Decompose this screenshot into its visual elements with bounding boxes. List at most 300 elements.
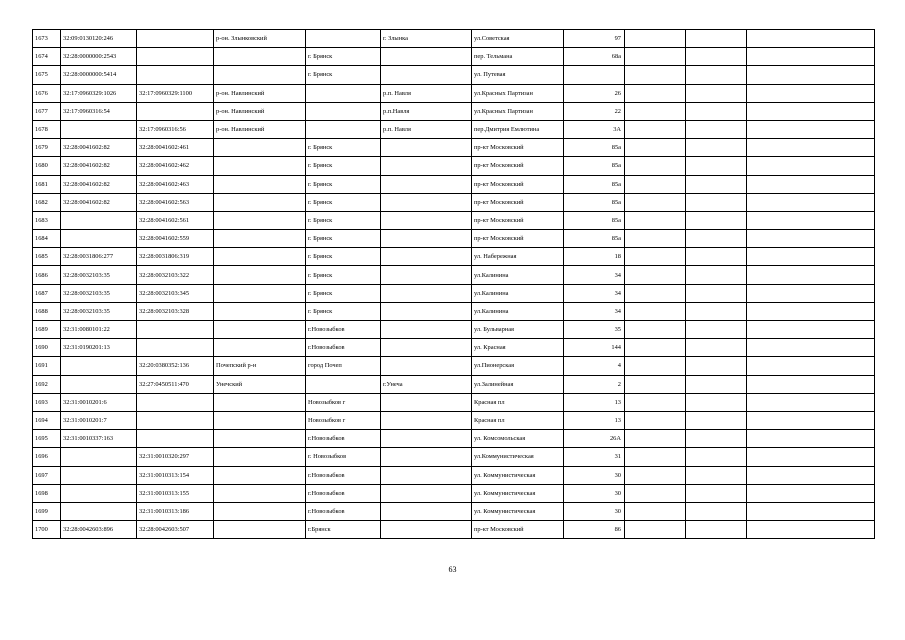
table-row xyxy=(33,30,875,48)
row-number-cell: 1696 xyxy=(33,448,61,466)
house-number-cell: 85а xyxy=(564,230,625,248)
settlement-cell: г.Унеча xyxy=(381,375,472,393)
extra-cell-1 xyxy=(625,193,686,211)
extra-cell-2 xyxy=(686,430,747,448)
extra-cell-1 xyxy=(625,521,686,539)
city-cell: г.Новозыбков xyxy=(306,321,381,339)
district-cell: Унечский xyxy=(214,375,306,393)
house-number-cell: 30 xyxy=(564,466,625,484)
extra-cell-2 xyxy=(686,30,747,48)
city-cell: город Почеп xyxy=(306,357,381,375)
row-number-cell: 1687 xyxy=(33,284,61,302)
cadastral-number-cell: 32:28:0032103:35 xyxy=(61,284,137,302)
street-cell: пр-кт Московский xyxy=(472,193,564,211)
building-cadastral-number-cell xyxy=(137,339,214,357)
table-row xyxy=(33,84,875,102)
settlement-cell xyxy=(381,211,472,229)
house-number-cell: 144 xyxy=(564,339,625,357)
extra-cell-3 xyxy=(747,248,875,266)
settlement-cell xyxy=(381,266,472,284)
district-cell xyxy=(214,339,306,357)
extra-cell-1 xyxy=(625,302,686,320)
settlement-cell xyxy=(381,230,472,248)
extra-cell-3 xyxy=(747,157,875,175)
settlement-cell xyxy=(381,357,472,375)
building-cadastral-number-cell: 32:28:0042603:507 xyxy=(137,521,214,539)
table-row xyxy=(33,193,875,211)
building-cadastral-number-cell: 32:28:0041602:462 xyxy=(137,157,214,175)
city-cell: г. Брянск xyxy=(306,48,381,66)
house-number-cell: 13 xyxy=(564,393,625,411)
building-cadastral-number-cell: 32:31:0010313:155 xyxy=(137,484,214,502)
district-cell xyxy=(214,211,306,229)
cadastral-number-cell xyxy=(61,375,137,393)
extra-cell-2 xyxy=(686,84,747,102)
settlement-cell xyxy=(381,448,472,466)
settlement-cell xyxy=(381,157,472,175)
district-cell xyxy=(214,248,306,266)
city-cell xyxy=(306,120,381,138)
street-cell: ул.Калинина xyxy=(472,266,564,284)
row-number-cell: 1676 xyxy=(33,84,61,102)
street-cell: ул. Путевая xyxy=(472,66,564,84)
district-cell xyxy=(214,502,306,520)
street-cell: пр-кт Московский xyxy=(472,211,564,229)
settlement-cell xyxy=(381,193,472,211)
building-cadastral-number-cell xyxy=(137,411,214,429)
row-number-cell: 1674 xyxy=(33,48,61,66)
settlement-cell xyxy=(381,502,472,520)
table-row xyxy=(33,66,875,84)
cadastral-number-cell xyxy=(61,448,137,466)
cadastral-number-cell xyxy=(61,120,137,138)
row-number-cell: 1688 xyxy=(33,302,61,320)
cadastral-number-cell: 32:28:0032103:35 xyxy=(61,302,137,320)
district-cell xyxy=(214,521,306,539)
extra-cell-1 xyxy=(625,466,686,484)
house-number-cell: 13 xyxy=(564,411,625,429)
city-cell: г. Брянск xyxy=(306,139,381,157)
extra-cell-2 xyxy=(686,248,747,266)
district-cell xyxy=(214,411,306,429)
street-cell: ул.Калинина xyxy=(472,302,564,320)
street-cell: ул. Коммунистическая xyxy=(472,466,564,484)
city-cell: г. Брянск xyxy=(306,211,381,229)
cadastral-number-cell: 32:31:0010337:163 xyxy=(61,430,137,448)
house-number-cell: 34 xyxy=(564,284,625,302)
street-cell: ул.Советская xyxy=(472,30,564,48)
city-cell: Новозыбков г xyxy=(306,411,381,429)
district-cell xyxy=(214,321,306,339)
district-cell xyxy=(214,230,306,248)
table-row xyxy=(33,139,875,157)
extra-cell-1 xyxy=(625,321,686,339)
city-cell: г. Брянск xyxy=(306,230,381,248)
extra-cell-3 xyxy=(747,175,875,193)
row-number-cell: 1682 xyxy=(33,193,61,211)
extra-cell-3 xyxy=(747,193,875,211)
extra-cell-1 xyxy=(625,393,686,411)
city-cell xyxy=(306,102,381,120)
extra-cell-1 xyxy=(625,502,686,520)
extra-cell-2 xyxy=(686,102,747,120)
house-number-cell: 85а xyxy=(564,139,625,157)
row-number-cell: 1691 xyxy=(33,357,61,375)
extra-cell-1 xyxy=(625,66,686,84)
row-number-cell: 1673 xyxy=(33,30,61,48)
extra-cell-2 xyxy=(686,48,747,66)
street-cell: ул. Комсомольская xyxy=(472,430,564,448)
street-cell: Красная пл xyxy=(472,393,564,411)
row-number-cell: 1700 xyxy=(33,521,61,539)
house-number-cell: 68а xyxy=(564,48,625,66)
settlement-cell xyxy=(381,521,472,539)
city-cell xyxy=(306,375,381,393)
settlement-cell xyxy=(381,321,472,339)
extra-cell-1 xyxy=(625,266,686,284)
house-number-cell: 30 xyxy=(564,502,625,520)
house-number-cell: 2 xyxy=(564,375,625,393)
extra-cell-2 xyxy=(686,393,747,411)
street-cell: пр-кт Московский xyxy=(472,139,564,157)
building-cadastral-number-cell: 32:28:0032103:322 xyxy=(137,266,214,284)
building-cadastral-number-cell: 32:28:0031806:319 xyxy=(137,248,214,266)
extra-cell-3 xyxy=(747,430,875,448)
building-cadastral-number-cell: 32:31:0010313:186 xyxy=(137,502,214,520)
cadastral-number-cell: 32:31:0010201:7 xyxy=(61,411,137,429)
cadastral-number-cell: 32:31:0010201:6 xyxy=(61,393,137,411)
settlement-cell xyxy=(381,484,472,502)
house-number-cell: 26А xyxy=(564,430,625,448)
cadastral-number-cell: 32:17:0960329:1026 xyxy=(61,84,137,102)
table-row xyxy=(33,120,875,138)
row-number-cell: 1689 xyxy=(33,321,61,339)
house-number-cell: 85а xyxy=(564,193,625,211)
city-cell: г. Брянск xyxy=(306,157,381,175)
row-number-cell: 1679 xyxy=(33,139,61,157)
street-cell: ул.Красных Партизан xyxy=(472,102,564,120)
extra-cell-3 xyxy=(747,339,875,357)
district-cell: Почепский р-н xyxy=(214,357,306,375)
street-cell: ул.Коммунистическая xyxy=(472,448,564,466)
house-number-cell: 30 xyxy=(564,484,625,502)
cadastral-number-cell: 32:28:0032103:35 xyxy=(61,266,137,284)
extra-cell-3 xyxy=(747,448,875,466)
extra-cell-2 xyxy=(686,411,747,429)
table-row xyxy=(33,430,875,448)
table-row xyxy=(33,484,875,502)
row-number-cell: 1683 xyxy=(33,211,61,229)
cadastral-number-cell: 32:28:0041602:82 xyxy=(61,139,137,157)
extra-cell-1 xyxy=(625,248,686,266)
extra-cell-1 xyxy=(625,120,686,138)
table-row xyxy=(33,411,875,429)
extra-cell-2 xyxy=(686,266,747,284)
extra-cell-1 xyxy=(625,175,686,193)
row-number-cell: 1699 xyxy=(33,502,61,520)
house-number-cell: 4 xyxy=(564,357,625,375)
row-number-cell: 1678 xyxy=(33,120,61,138)
table-row xyxy=(33,175,875,193)
district-cell xyxy=(214,430,306,448)
extra-cell-2 xyxy=(686,357,747,375)
district-cell: р-он. Навлинский xyxy=(214,102,306,120)
settlement-cell: р.п. Навля xyxy=(381,84,472,102)
street-cell: ул.Калинина xyxy=(472,284,564,302)
row-number-cell: 1693 xyxy=(33,393,61,411)
table-row xyxy=(33,248,875,266)
table-row xyxy=(33,266,875,284)
extra-cell-3 xyxy=(747,357,875,375)
cadastral-number-cell: 32:28:0042603:896 xyxy=(61,521,137,539)
house-number-cell: 26 xyxy=(564,84,625,102)
extra-cell-3 xyxy=(747,48,875,66)
extra-cell-2 xyxy=(686,484,747,502)
building-cadastral-number-cell: 32:28:0041602:463 xyxy=(137,175,214,193)
building-cadastral-number-cell: 32:28:0032103:345 xyxy=(137,284,214,302)
address-registry-table xyxy=(32,29,875,539)
table-row xyxy=(33,521,875,539)
extra-cell-1 xyxy=(625,139,686,157)
building-cadastral-number-cell xyxy=(137,30,214,48)
extra-cell-1 xyxy=(625,157,686,175)
extra-cell-1 xyxy=(625,375,686,393)
table-row xyxy=(33,102,875,120)
extra-cell-2 xyxy=(686,66,747,84)
extra-cell-1 xyxy=(625,411,686,429)
settlement-cell xyxy=(381,466,472,484)
extra-cell-2 xyxy=(686,139,747,157)
extra-cell-1 xyxy=(625,102,686,120)
row-number-cell: 1697 xyxy=(33,466,61,484)
extra-cell-3 xyxy=(747,502,875,520)
district-cell xyxy=(214,393,306,411)
row-number-cell: 1684 xyxy=(33,230,61,248)
settlement-cell xyxy=(381,248,472,266)
street-cell: ул. Коммунистическая xyxy=(472,502,564,520)
cadastral-number-cell xyxy=(61,211,137,229)
cadastral-number-cell: 32:28:0041602:82 xyxy=(61,157,137,175)
city-cell: г. Брянск xyxy=(306,284,381,302)
street-cell: ул.Залинейная xyxy=(472,375,564,393)
cadastral-number-cell xyxy=(61,484,137,502)
extra-cell-3 xyxy=(747,284,875,302)
city-cell: г.Новозыбков xyxy=(306,430,381,448)
extra-cell-2 xyxy=(686,211,747,229)
building-cadastral-number-cell: 32:28:0041602:461 xyxy=(137,139,214,157)
settlement-cell xyxy=(381,302,472,320)
extra-cell-2 xyxy=(686,175,747,193)
city-cell: г. Новозыбков xyxy=(306,448,381,466)
street-cell: ул. Набережная xyxy=(472,248,564,266)
settlement-cell xyxy=(381,284,472,302)
building-cadastral-number-cell: 32:17:0960316:56 xyxy=(137,120,214,138)
city-cell: г. Брянск xyxy=(306,66,381,84)
city-cell: г.Новозыбков xyxy=(306,339,381,357)
district-cell xyxy=(214,484,306,502)
cadastral-number-cell xyxy=(61,230,137,248)
extra-cell-2 xyxy=(686,502,747,520)
city-cell: г.Новозыбков xyxy=(306,484,381,502)
extra-cell-3 xyxy=(747,393,875,411)
building-cadastral-number-cell: 32:17:0960329:1100 xyxy=(137,84,214,102)
district-cell xyxy=(214,302,306,320)
table-row xyxy=(33,48,875,66)
building-cadastral-number-cell: 32:28:0041602:559 xyxy=(137,230,214,248)
extra-cell-3 xyxy=(747,66,875,84)
house-number-cell xyxy=(564,66,625,84)
table-row xyxy=(33,357,875,375)
building-cadastral-number-cell: 32:27:0450511:470 xyxy=(137,375,214,393)
extra-cell-3 xyxy=(747,266,875,284)
settlement-cell xyxy=(381,339,472,357)
settlement-cell xyxy=(381,139,472,157)
extra-cell-1 xyxy=(625,284,686,302)
table-row xyxy=(33,302,875,320)
house-number-cell: 97 xyxy=(564,30,625,48)
table-row xyxy=(33,321,875,339)
building-cadastral-number-cell: 32:28:0041602:561 xyxy=(137,211,214,229)
building-cadastral-number-cell xyxy=(137,102,214,120)
street-cell: Красная пл xyxy=(472,411,564,429)
extra-cell-1 xyxy=(625,211,686,229)
city-cell: Новозыбков г xyxy=(306,393,381,411)
extra-cell-3 xyxy=(747,484,875,502)
street-cell: ул.Красных Партизан xyxy=(472,84,564,102)
building-cadastral-number-cell: 32:20:0380352:136 xyxy=(137,357,214,375)
extra-cell-2 xyxy=(686,284,747,302)
city-cell: г. Брянск xyxy=(306,193,381,211)
settlement-cell: г. Злынка xyxy=(381,30,472,48)
district-cell xyxy=(214,66,306,84)
extra-cell-1 xyxy=(625,30,686,48)
extra-cell-1 xyxy=(625,230,686,248)
cadastral-number-cell xyxy=(61,357,137,375)
house-number-cell: 34 xyxy=(564,302,625,320)
building-cadastral-number-cell: 32:31:0010313:154 xyxy=(137,466,214,484)
building-cadastral-number-cell xyxy=(137,321,214,339)
row-number-cell: 1694 xyxy=(33,411,61,429)
row-number-cell: 1685 xyxy=(33,248,61,266)
extra-cell-3 xyxy=(747,302,875,320)
house-number-cell: 86 xyxy=(564,521,625,539)
extra-cell-3 xyxy=(747,30,875,48)
city-cell: г.Новозыбков xyxy=(306,466,381,484)
cadastral-number-cell xyxy=(61,466,137,484)
extra-cell-2 xyxy=(686,302,747,320)
cadastral-number-cell: 32:28:0000000:5414 xyxy=(61,66,137,84)
settlement-cell: р.п.Навля xyxy=(381,102,472,120)
district-cell xyxy=(214,448,306,466)
building-cadastral-number-cell: 32:28:0041602:563 xyxy=(137,193,214,211)
district-cell: р-он. Навлинский xyxy=(214,120,306,138)
house-number-cell: 3А xyxy=(564,120,625,138)
settlement-cell xyxy=(381,48,472,66)
settlement-cell xyxy=(381,411,472,429)
extra-cell-1 xyxy=(625,339,686,357)
cadastral-number-cell xyxy=(61,502,137,520)
settlement-cell xyxy=(381,175,472,193)
row-number-cell: 1690 xyxy=(33,339,61,357)
building-cadastral-number-cell xyxy=(137,393,214,411)
city-cell: г. Брянск xyxy=(306,266,381,284)
table-row xyxy=(33,284,875,302)
table-row xyxy=(33,502,875,520)
row-number-cell: 1692 xyxy=(33,375,61,393)
extra-cell-3 xyxy=(747,139,875,157)
extra-cell-3 xyxy=(747,411,875,429)
row-number-cell: 1680 xyxy=(33,157,61,175)
extra-cell-2 xyxy=(686,339,747,357)
building-cadastral-number-cell xyxy=(137,48,214,66)
cadastral-number-cell: 32:09:0130120:246 xyxy=(61,30,137,48)
extra-cell-3 xyxy=(747,321,875,339)
city-cell: г. Брянск xyxy=(306,175,381,193)
extra-cell-3 xyxy=(747,120,875,138)
house-number-cell: 85а xyxy=(564,175,625,193)
house-number-cell: 34 xyxy=(564,266,625,284)
table-row xyxy=(33,393,875,411)
city-cell: г.Брянск xyxy=(306,521,381,539)
settlement-cell xyxy=(381,66,472,84)
street-cell: пр-кт Московский xyxy=(472,230,564,248)
settlement-cell xyxy=(381,430,472,448)
extra-cell-2 xyxy=(686,193,747,211)
street-cell: пр-кт Московский xyxy=(472,175,564,193)
extra-cell-3 xyxy=(747,230,875,248)
table-row xyxy=(33,375,875,393)
district-cell xyxy=(214,175,306,193)
extra-cell-3 xyxy=(747,211,875,229)
building-cadastral-number-cell xyxy=(137,430,214,448)
row-number-cell: 1686 xyxy=(33,266,61,284)
street-cell: пер.Дмитрия Емлютина xyxy=(472,120,564,138)
extra-cell-3 xyxy=(747,466,875,484)
settlement-cell xyxy=(381,393,472,411)
house-number-cell: 18 xyxy=(564,248,625,266)
building-cadastral-number-cell: 32:28:0032103:328 xyxy=(137,302,214,320)
extra-cell-1 xyxy=(625,448,686,466)
extra-cell-3 xyxy=(747,84,875,102)
street-cell: пер. Тельмана xyxy=(472,48,564,66)
house-number-cell: 85а xyxy=(564,211,625,229)
table-row xyxy=(33,448,875,466)
district-cell xyxy=(214,157,306,175)
table-body xyxy=(33,30,875,539)
extra-cell-2 xyxy=(686,230,747,248)
city-cell xyxy=(306,84,381,102)
extra-cell-1 xyxy=(625,357,686,375)
row-number-cell: 1695 xyxy=(33,430,61,448)
house-number-cell: 31 xyxy=(564,448,625,466)
extra-cell-2 xyxy=(686,157,747,175)
row-number-cell: 1698 xyxy=(33,484,61,502)
page-number: 63 xyxy=(448,565,457,574)
cadastral-number-cell: 32:28:0000000:2543 xyxy=(61,48,137,66)
district-cell xyxy=(214,48,306,66)
table-row xyxy=(33,230,875,248)
extra-cell-3 xyxy=(747,521,875,539)
city-cell: г.Новозыбков xyxy=(306,502,381,520)
street-cell: пр-кт Московский xyxy=(472,157,564,175)
district-cell xyxy=(214,139,306,157)
cadastral-number-cell: 32:28:0031806:277 xyxy=(61,248,137,266)
extra-cell-2 xyxy=(686,448,747,466)
extra-cell-2 xyxy=(686,375,747,393)
extra-cell-1 xyxy=(625,84,686,102)
extra-cell-2 xyxy=(686,120,747,138)
cadastral-number-cell: 32:31:0080101:22 xyxy=(61,321,137,339)
